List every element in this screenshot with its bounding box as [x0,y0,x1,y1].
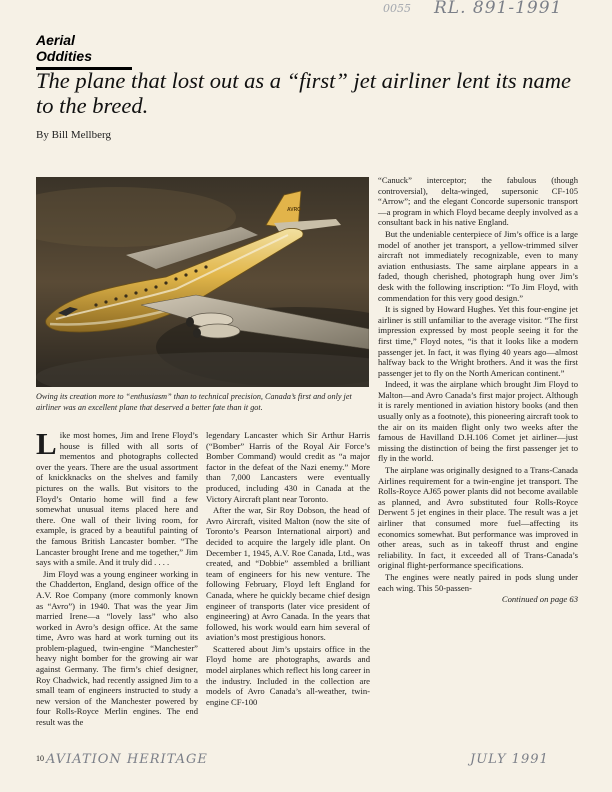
jetliner-photo [36,177,369,387]
photo-caption: Owing its creation more to “enthusiasm” than to technical precision, Canada’s first and only jet airliner was an excellent plane that deserved a better fate than it got. [36,392,352,412]
article-column-1 [36,426,198,729]
handwritten-stamp: 0055 [383,2,411,15]
paragraph: It is signed by Howard Hughes. Yet this four-engine jet airliner is still unfamiliar to the average visitor. “The first impression expressed by most people seeing it for the first time,” Floyd notes, “is that it looks like a modern passenger jet. In fact, it was flying 40 years ago—almost halfway back to the Wright brothers. And it was the first passenger jet to fly on the North American continent.” [378,304,578,378]
paragraph: Scattered about Jim’s upstairs office in the Floyd home are photographs, awards and model airplanes which reflect his long career in the industry. Included in the collection are models of Avro Canada’s all-weather, twin-engine CF-100 [206,643,370,707]
jetliner-illustration [36,177,369,387]
paragraph: “Canuck” interceptor; the fabulous (though controversial), delta-winged, supersonic CF-105 “Arrow”; and the elegant Concorde supersonic transport—a program in which Floyd became deeply involved as a consultant back in his native England. [378,175,578,228]
paragraph: Jim Floyd was a young engineer working in the Chadderton, England, design office of the A.V. Roe Company (more commonly known as “Avro”) in 1940. That was the year Jim married Irene—a “lovely lass” who also worked in Avro’s design office. At the same time, Avro was hard at work turning out its problem-plagued, twin-engine “Manchester” heavy night bomber for the growing air war against Germany. The firm’s chief designer, Roy Chadwick, had recently assigned Jim to a small team of engineers instructed to study a new version of the Manchester powered by four Rolls-Royce Merlin engines. The end result was the [36,568,198,728]
tail-lettering: AVRO [287,207,302,213]
headline: The plane that lost out as a “first” jet airliner lent its name to the breed. [36,68,572,118]
paragraph: The airplane was originally designed to a Trans-Canada Airlines requirement for a twin-engine jet transport. The Rolls-Royce AJ65 power plants did not become available as planned, and Avro substituted four Rolls-Royce Derwent 5 jet engines in their place. The result was a jet airliner that consumed more fuel—affecting its economics somewhat. But performance was improved in other areas, such as in takeoff thrust and engine reliability. In fact, it exceeded all of Trans-Canada’s original flight-performance specifications. [378,465,578,571]
paragraph: legendary Lancaster which Sir Arthur Harris (“Bomber” Harris of the Royal Air Force’s Bomber Command) would credit as “a major factor in the defeat of the Nazi enemy.” More than 7,000 Lancasters were eventually produced, including 430 in Canada at the Victory Aircraft plant near Toronto. [206,430,370,504]
byline: By Bill Mellberg [36,129,111,141]
section-title: Aerial Oddities [36,32,132,70]
continued-link[interactable]: Continued on page 63 [501,594,578,605]
article-column-2 [206,430,370,708]
paragraph: Like most homes, Jim and Irene Floyd’s house is filled with all sorts of mementos and photographs collected over the years. There are the usual assortment of knickknacks on the shelves and family pictures on the walls. But visitors to the Floyd’s Ontario home will find a few somewhat unusual items placed here and there. One wall of their living room, for example, is graced by a beautiful painting of the famous British Lancaster bomber. “The Lancaster brought Irene and me together,” Jim says with a smile. And it truly did . . . . [36,426,198,568]
drop-cap: L [36,426,57,461]
handwritten-date: JULY 1991 [470,752,549,767]
handwritten-reference: RL. 891-1991 [434,0,563,18]
article-column-3 [378,175,578,605]
paragraph: But the undeniable centerpiece of Jim’s office is a large model of another jet transport, a yellow-trimmed silver aircraft not immediately recognizable, even to many aviation enthusiasts. The same airplane appears in a faded, though cherished, photograph hung over Jim’s desk with the following inscription: “To Jim Floyd, with commendation for this very good design.” [378,228,578,303]
page-number: 10 [36,754,44,763]
handwritten-source: AVIATION HERITAGE [46,752,208,767]
paragraph: The engines were neatly paired in pods slung under each wing. This 50-passen- [378,571,578,593]
paragraph: Indeed, it was the airplane which brought Jim Floyd to Malton—and Avro Canada’s first major project. Although it is rarely mentioned in aviation history books (and then usually only as a footnote), this pioneering aircraft took to the air on its maiden flight only two weeks after the famous de Havilland D.H.106 Comet jet airliner—just missing the distinction of being the first passenger jet to fly in the world. [378,379,578,464]
paragraph: After the war, Sir Roy Dobson, the head of Avro Aircraft, visited Malton (now the site of Toronto’s Pearson International airport) and decided to acquire the largely idle plant. On December 1, 1945, A.V. Roe Canada, Ltd., was created, and “Dobbie” assembled a brilliant team of engineers for his new venture. The following February, Floyd left England for Canada, where he quickly became chief design engineer of transports (later vice president of engineering) at Avro Canada. In the years that followed, his work would earn him several of aviation’s most prestigious honors. [206,505,370,643]
